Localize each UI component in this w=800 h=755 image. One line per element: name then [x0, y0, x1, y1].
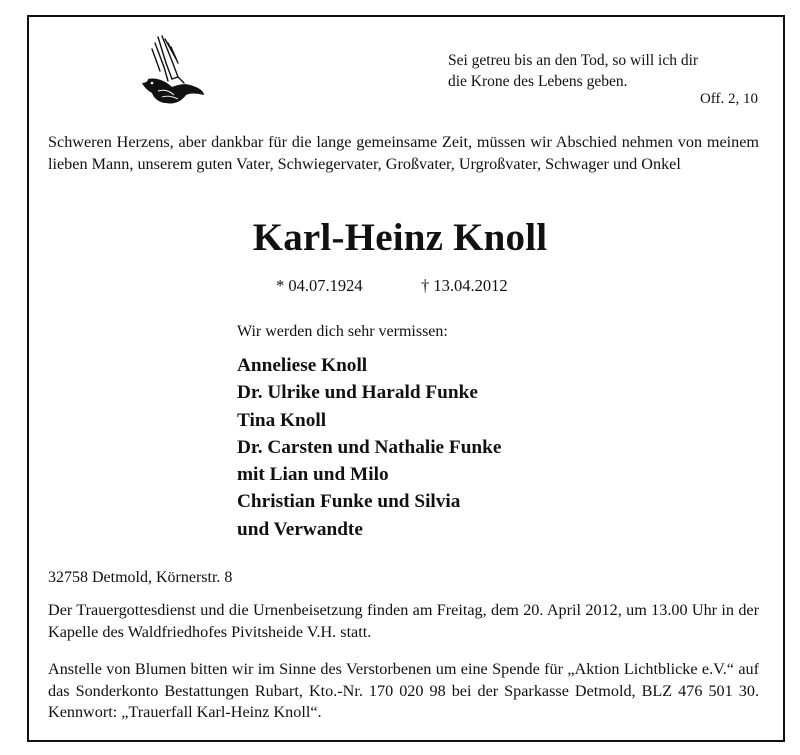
mourner-name: Anneliese Knoll	[237, 355, 368, 376]
mourner-name: mit Lian und Milo	[237, 464, 389, 486]
mourner-name: und Verwandte	[237, 518, 363, 540]
service-info: Der Trauergottesdienst und die Urnenbeisetzung finden am Freitag, dem 20. April 2012, um 13.00 Uhr in der Kapelle des Waldfriedhofes Pivitsheide V.H. statt.	[48, 601, 759, 641]
mourners-intro: Wir werden dich sehr vermissen:	[237, 323, 448, 340]
death-date: † 13.04.2012	[421, 276, 508, 295]
deceased-name: Karl-Heinz Knoll	[252, 216, 548, 259]
bible-verse	[448, 50, 770, 92]
intro-text: Schweren Herzens, aber dankbar für die lange gemeinsame Zeit, müssen wir Abschied nehmen von meinem lieben Mann, unserem guten Vater, Schwiegervater, Großvater, Urgroßvater, Schwager und Onkel	[48, 133, 759, 173]
mourner-name: Dr. Carsten und Nathalie Funke	[237, 436, 502, 458]
verse-line-2: die Krone des Lebens geben.	[448, 73, 628, 90]
praying-hands-dove-icon	[138, 33, 208, 109]
address: 32758 Detmold, Körnerstr. 8	[48, 569, 233, 586]
mourner-name: Dr. Ulrike und Harald Funke	[237, 382, 478, 404]
mourner-name: Tina Knoll	[237, 409, 327, 431]
birth-date: * 04.07.1924	[276, 276, 363, 295]
mourners-list	[237, 352, 501, 543]
verse-reference: Off. 2, 10	[699, 91, 758, 107]
mourner-name: Christian Funke und Silvia	[237, 491, 461, 513]
verse-line-1: Sei getreu bis an den Tod, so will ich dir	[448, 52, 699, 69]
donation-info: Anstelle von Blumen bitten wir im Sinne des Verstorbenen um eine Spende für „Aktion Lichtblicke e.V.“ auf das Sonderkonto Bestattungen Rubart, Kto.-Nr. 170 020 98 bei der Sparkasse Detmold, BLZ 476 501 30. Kennwort: „Trauerfall Karl-Heinz Knoll“.	[48, 660, 759, 721]
